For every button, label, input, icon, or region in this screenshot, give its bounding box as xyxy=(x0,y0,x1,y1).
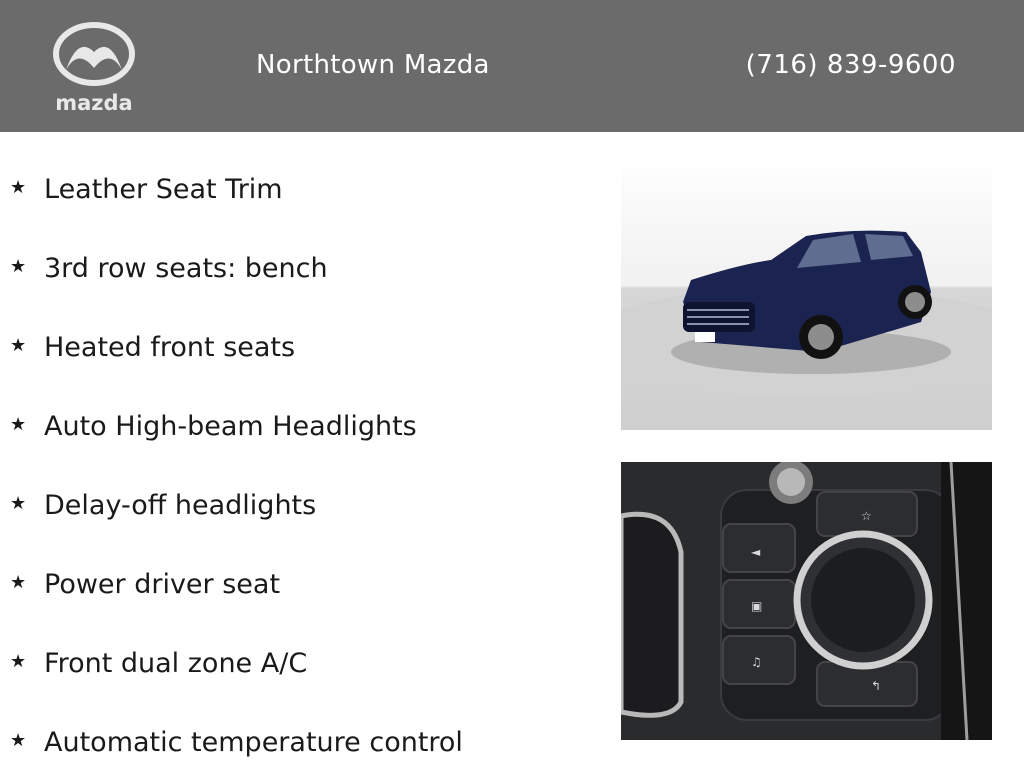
feature-item xyxy=(10,150,600,229)
svg-text:◄: ◄ xyxy=(751,545,761,559)
dealer-name: Northtown Mazda xyxy=(256,50,490,80)
svg-text:mazda: mazda xyxy=(55,91,133,115)
feature-label: 3rd row seats: bench xyxy=(44,253,328,284)
feature-item xyxy=(10,387,600,466)
star-icon: ★ xyxy=(10,730,27,751)
header-bar xyxy=(0,0,1024,132)
feature-label: Automatic temperature control xyxy=(44,727,463,758)
star-icon: ★ xyxy=(10,493,27,514)
star-icon: ★ xyxy=(10,177,27,198)
svg-text:↰: ↰ xyxy=(871,679,882,693)
star-icon: ★ xyxy=(10,572,27,593)
feature-item xyxy=(10,308,600,387)
svg-text:▣: ▣ xyxy=(751,599,763,613)
feature-label: Delay-off headlights xyxy=(44,490,317,521)
svg-text:♫: ♫ xyxy=(751,655,762,669)
dealer-phone[interactable]: (716) 839-9600 xyxy=(745,50,956,80)
mazda-logo xyxy=(44,18,144,118)
star-icon: ★ xyxy=(10,414,27,435)
infotainment-controller-photo[interactable] xyxy=(621,462,992,740)
feature-item xyxy=(10,624,600,703)
feature-item xyxy=(10,545,600,624)
feature-label: Auto High-beam Headlights xyxy=(44,411,417,442)
star-icon: ★ xyxy=(10,651,27,672)
feature-label: Front dual zone A/C xyxy=(44,648,308,679)
feature-label: Leather Seat Trim xyxy=(44,174,283,205)
star-icon: ★ xyxy=(10,335,27,356)
feature-item xyxy=(10,229,600,308)
feature-label: Power driver seat xyxy=(44,569,281,600)
feature-item xyxy=(10,703,600,782)
feature-label: Heated front seats xyxy=(44,332,296,363)
star-icon: ★ xyxy=(10,256,27,277)
feature-item xyxy=(10,466,600,545)
feature-list xyxy=(10,150,600,782)
svg-text:☆: ☆ xyxy=(861,509,872,523)
vehicle-exterior-photo[interactable] xyxy=(621,152,992,430)
